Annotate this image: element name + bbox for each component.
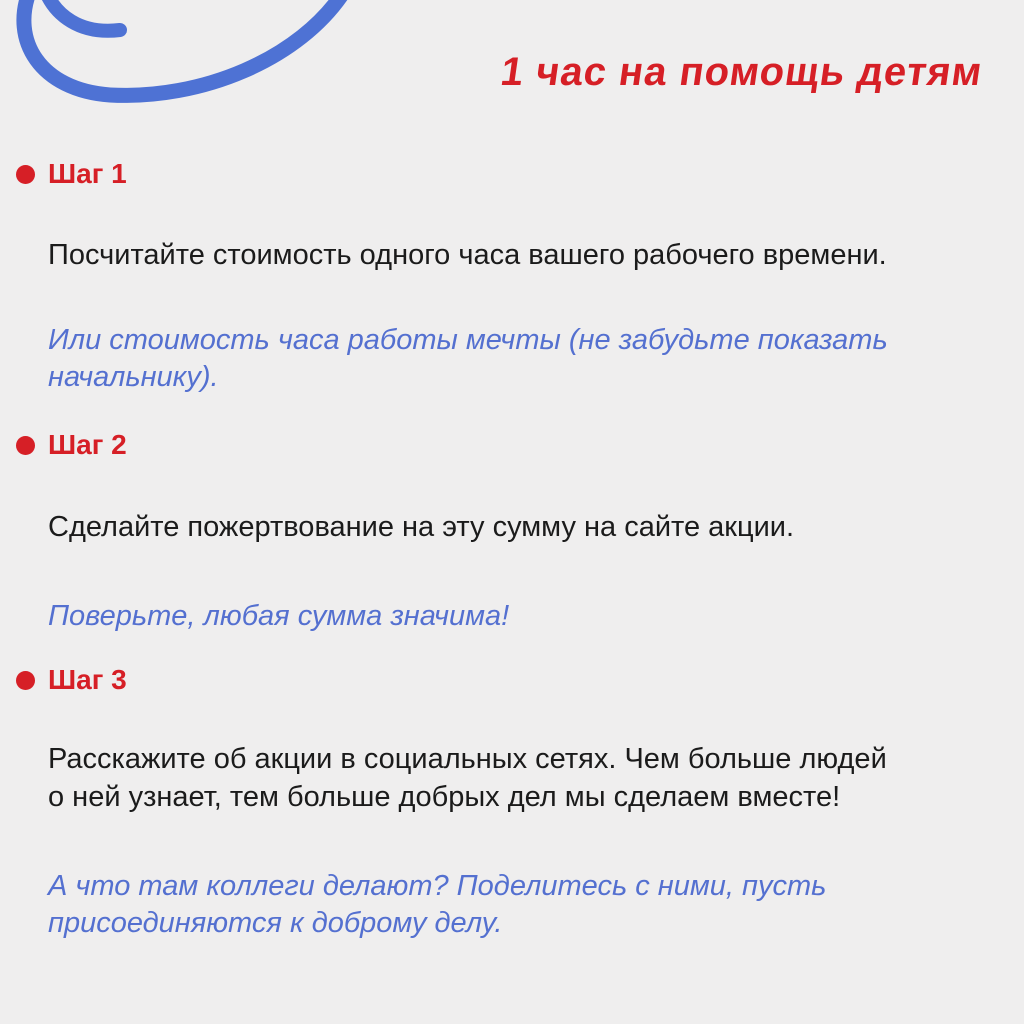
step-1-header	[16, 158, 127, 190]
bullet-dot-icon	[16, 165, 35, 184]
step-2-label: Шаг 2	[48, 429, 127, 460]
bullet-dot-icon	[16, 671, 35, 690]
step-3-text: Расскажите об акции в социальных сетях. Чем больше людей о ней узнает, тем больше добрых дел мы сделаем вместе!	[48, 743, 887, 813]
decorative-swirl	[0, 0, 400, 120]
step-3-header	[16, 664, 127, 696]
step-2-text: Сделайте пожертвование на эту сумму на сайте акции.	[48, 511, 795, 543]
campaign-logo: 1 час на помощь детям	[497, 50, 986, 94]
bullet-dot-icon	[16, 436, 35, 455]
step-3-label: Шаг 3	[48, 664, 127, 695]
step-2-note: Поверьте, любая сумма значима!	[48, 600, 510, 632]
step-3-note: А что там коллеги делают? Поделитесь с ними, пусть присоединяются к доброму делу.	[48, 870, 827, 939]
step-1-text: Посчитайте стоимость одного часа вашего рабочего времени.	[48, 239, 887, 271]
step-2-header	[16, 429, 127, 461]
step-1-note: Или стоимость часа работы мечты (не забудьте показать начальнику).	[48, 324, 888, 393]
step-1-label: Шаг 1	[48, 158, 127, 189]
